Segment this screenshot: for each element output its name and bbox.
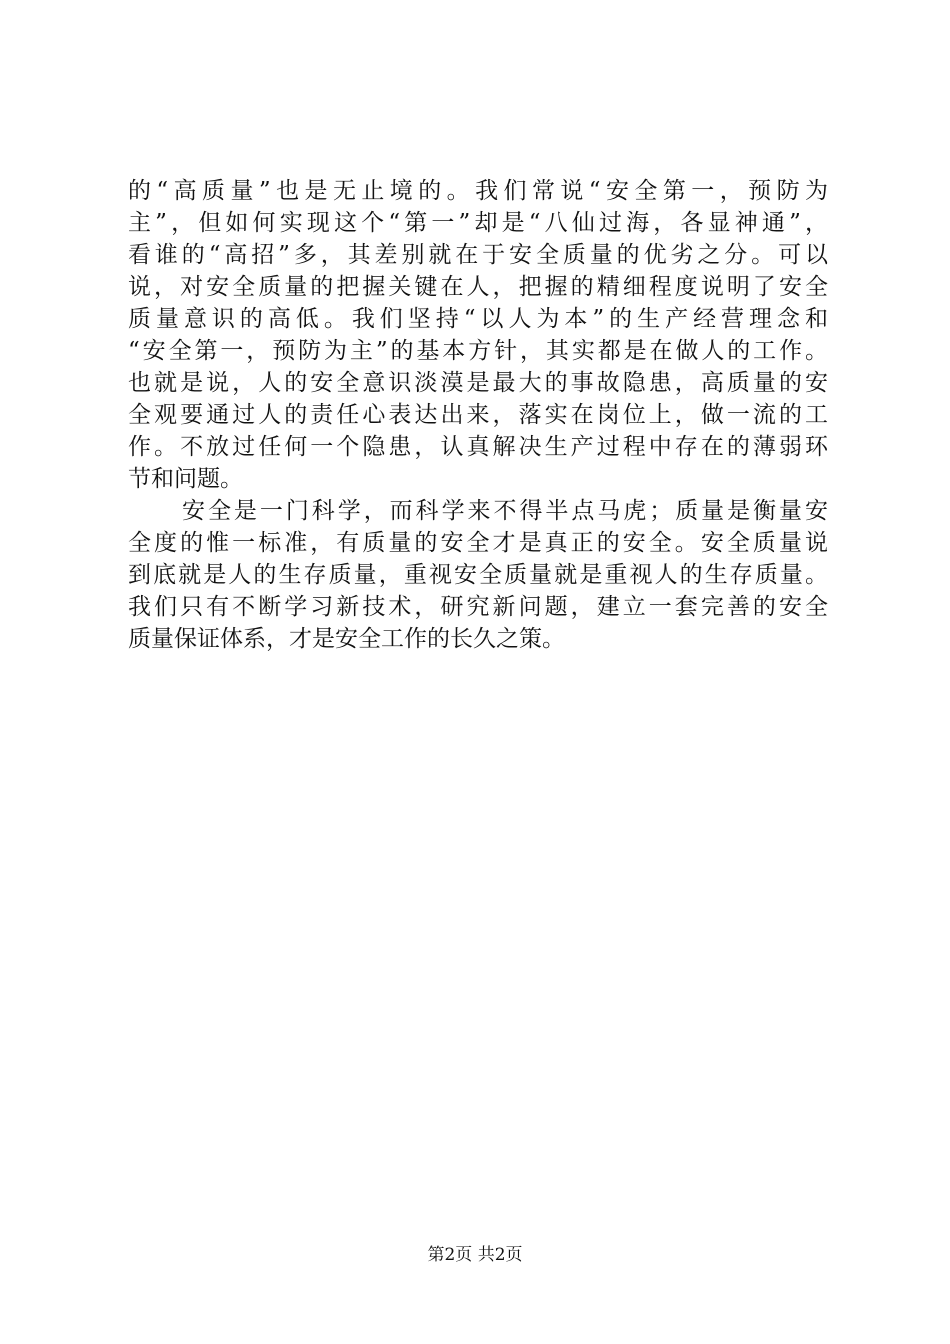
paragraph-1-line-8: 全观要通过人的责任心表达出来，落实在岗位上，做一流的工	[128, 402, 828, 428]
paragraph-1-line-10: 节和问题。	[128, 466, 243, 492]
paragraph-1-line-9: 作。不放过任何一个隐患，认真解决生产过程中存在的薄弱环	[128, 434, 828, 460]
paragraph-1-line-1: 的“高质量”也是无止境的。我们常说“安全第一，预防为	[128, 178, 828, 204]
paragraph-2-line-3: 到底就是人的生存质量，重视安全质量就是重视人的生存质量。	[128, 562, 828, 588]
body-text	[128, 175, 828, 655]
paragraph-2-line-5: 质量保证体系，才是安全工作的长久之策。	[128, 626, 565, 652]
page-number-footer: 第2页 共2页	[427, 1245, 523, 1265]
paragraph-2-line-1: 安全是一门科学，而科学来不得半点马虎；质量是衡量安	[182, 498, 828, 524]
paragraph-2-line-2: 全度的惟一标准，有质量的安全才是真正的安全。安全质量说	[128, 530, 828, 556]
paragraph-1-line-4: 说，对安全质量的把握关键在人，把握的精细程度说明了安全	[128, 274, 828, 300]
paragraph-1-line-5: 质量意识的高低。我们坚持“以人为本”的生产经营理念和	[128, 306, 828, 332]
paragraph-1-line-7: 也就是说，人的安全意识淡漠是最大的事故隐患，高质量的安	[128, 370, 828, 396]
paragraph-1-line-6: “安全第一，预防为主”的基本方针，其实都是在做人的工作。	[128, 338, 828, 364]
paragraph-2-line-4: 我们只有不断学习新技术，研究新问题，建立一套完善的安全	[128, 594, 828, 620]
paragraph-1-line-3: 看谁的“高招”多，其差别就在于安全质量的优劣之分。可以	[128, 242, 828, 268]
paragraph-1-line-2: 主”，但如何实现这个“第一”却是“八仙过海，各显神通”，	[128, 210, 828, 236]
